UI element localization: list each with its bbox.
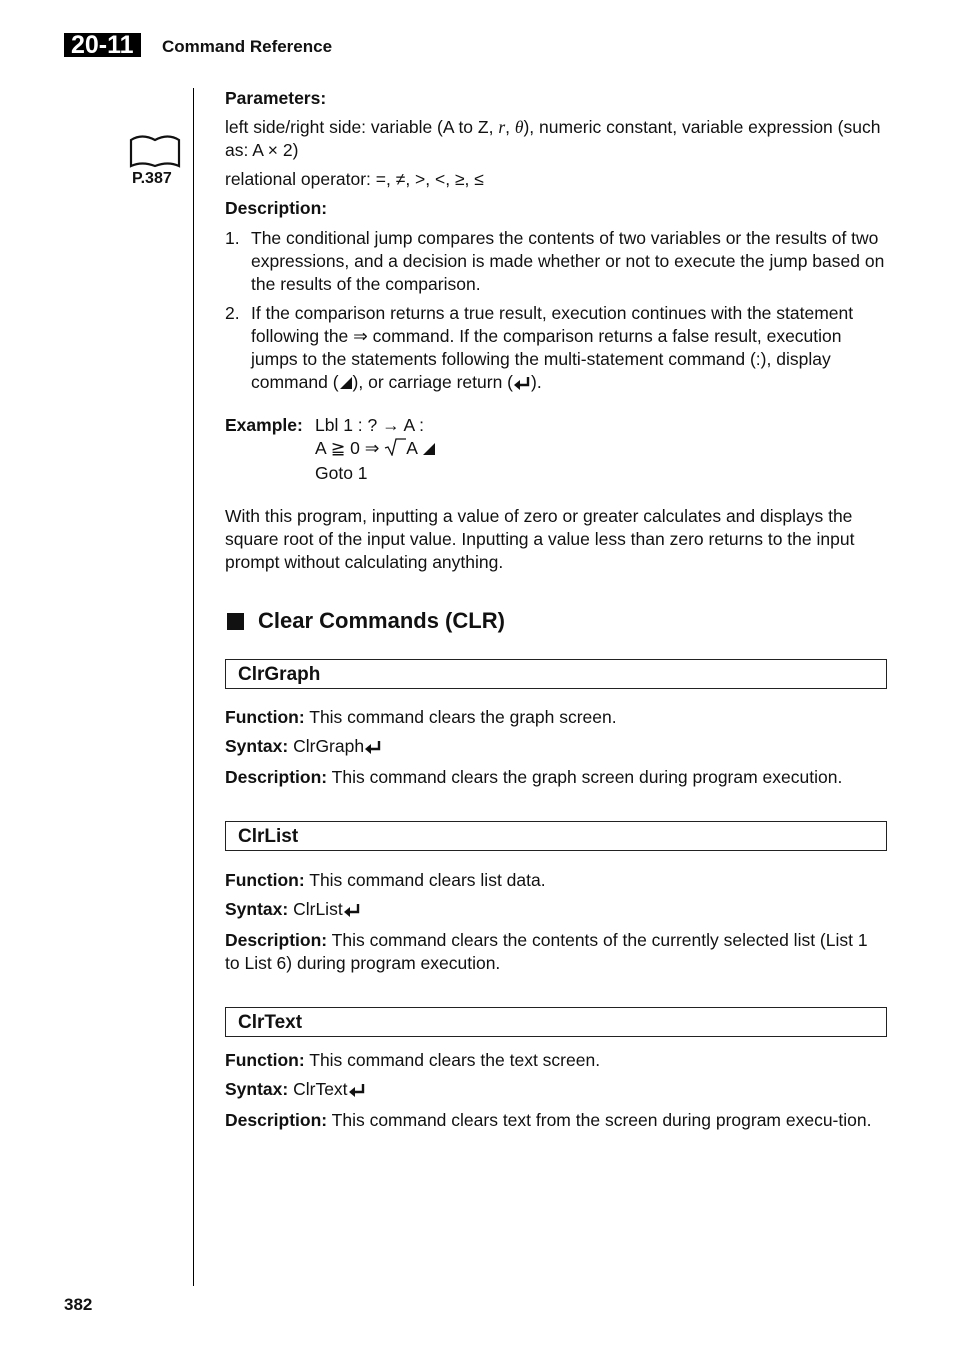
example-note-text: With this program, inputting a value of zero or greater calculates and displays the square root of the input value. Inputting a value less than zero returns to the input prompt without calculating anything. [225,506,855,572]
relational-operators: relational operator: =, ≠, >, <, ≥, ≤ [225,169,484,189]
variable-theta: θ [514,117,524,137]
carriage-return-icon [343,900,361,923]
example-row-3 [225,462,885,485]
example-line-1: Lbl 1 : ? → A : [315,415,424,435]
item-number: 2. [225,303,240,323]
example-note [225,505,885,574]
item-number: 1. [225,228,240,248]
item-text: The conditional jump compares the contents of two variables or the results of two expressions, and a decision is made whether or not to execute the jump based on the results of the comparison. [251,228,885,294]
syntax-text: ClrText [293,1079,348,1099]
section-title-text: Clear Commands (CLR) [258,608,505,633]
command-header-clrtext [225,1007,887,1037]
parameters-operands [225,116,885,162]
example-row-2 [225,437,885,462]
description-line [225,766,885,789]
item-text: If the comparison returns a true result, execution continues with the statement following the ⇒ command. If the comparison returns a false result, execution jumps to the statements following the multi-statement command (:), display command ( [251,303,854,392]
description-line [225,929,885,975]
example-label: Example: [225,415,303,435]
command-name: ClrList [238,826,299,847]
syntax-line [225,898,885,923]
command-name: ClrText [238,1012,303,1033]
command-name: ClrGraph [238,664,321,685]
description-label: Description: [225,1110,328,1130]
syntax-text: ClrGraph [293,736,365,756]
parameters-block [225,87,885,402]
description-text: This command clears the graph screen during program execution. [331,767,843,787]
carriage-return-icon [513,373,531,396]
command-body-clrlist [225,869,885,975]
command-header-clrgraph [225,659,887,689]
function-text: This command clears the text screen. [309,1050,601,1070]
example-line-2 [315,437,436,462]
square-root-icon [384,438,406,462]
separator: , [505,117,515,137]
item-text-cont: ), or carriage return ( [352,372,513,392]
example-row-1 [225,414,885,437]
item-text-end: ). [531,372,542,392]
description-line [225,1109,885,1132]
square-bullet-icon [227,613,244,630]
section-heading [227,607,505,635]
function-text: This command clears the graph screen. [309,707,617,727]
carriage-return-icon [348,1080,366,1103]
margin-rule [193,88,194,1286]
parameters-text-cont: ), numeric constant, variable expression (such as: A × 2) [225,117,881,160]
display-triangle-icon [422,439,436,462]
description-label: Description: [225,767,328,787]
function-label: Function: [225,707,305,727]
syntax-label: Syntax: [225,736,289,756]
description-text: This command clears the contents of the currently selected list (List 1 to List 6) during program execution. [225,930,868,973]
command-body-clrtext [225,1049,885,1132]
command-body-clrgraph [225,706,885,789]
display-triangle-icon [339,373,353,396]
syntax-line [225,1078,885,1103]
page-number: 382 [64,1295,93,1314]
syntax-line [225,735,885,760]
description-text: This command clears text from the screen during program execu-tion. [331,1110,872,1130]
chapter-title: Command Reference [162,37,333,56]
example-text: A ≧ 0 ⇒ [315,438,385,458]
example-operand: A [406,438,417,458]
function-text: This command clears list data. [309,870,546,890]
function-line [225,706,885,729]
variable-r: r [498,117,506,137]
open-book-icon [128,132,182,175]
chapter-badge: 20-11 [64,33,141,57]
function-line [225,869,885,892]
description-label: Description: [225,930,328,950]
description-list [225,227,885,396]
parameters-text: left side/right side: variable (A to Z, [225,117,499,137]
function-line [225,1049,885,1072]
carriage-return-icon [364,737,382,760]
description-heading: Description: [225,198,328,218]
function-label: Function: [225,1050,305,1070]
function-label: Function: [225,870,305,890]
example-line-3: Goto 1 [315,463,368,483]
parameters-heading: Parameters: [225,88,327,108]
example-block [225,414,885,485]
list-item [225,227,885,296]
page-reference-label: P.387 [132,170,172,187]
syntax-label: Syntax: [225,899,289,919]
list-item [225,302,885,396]
syntax-label: Syntax: [225,1079,289,1099]
syntax-text: ClrList [293,899,343,919]
command-header-clrlist [225,821,887,851]
